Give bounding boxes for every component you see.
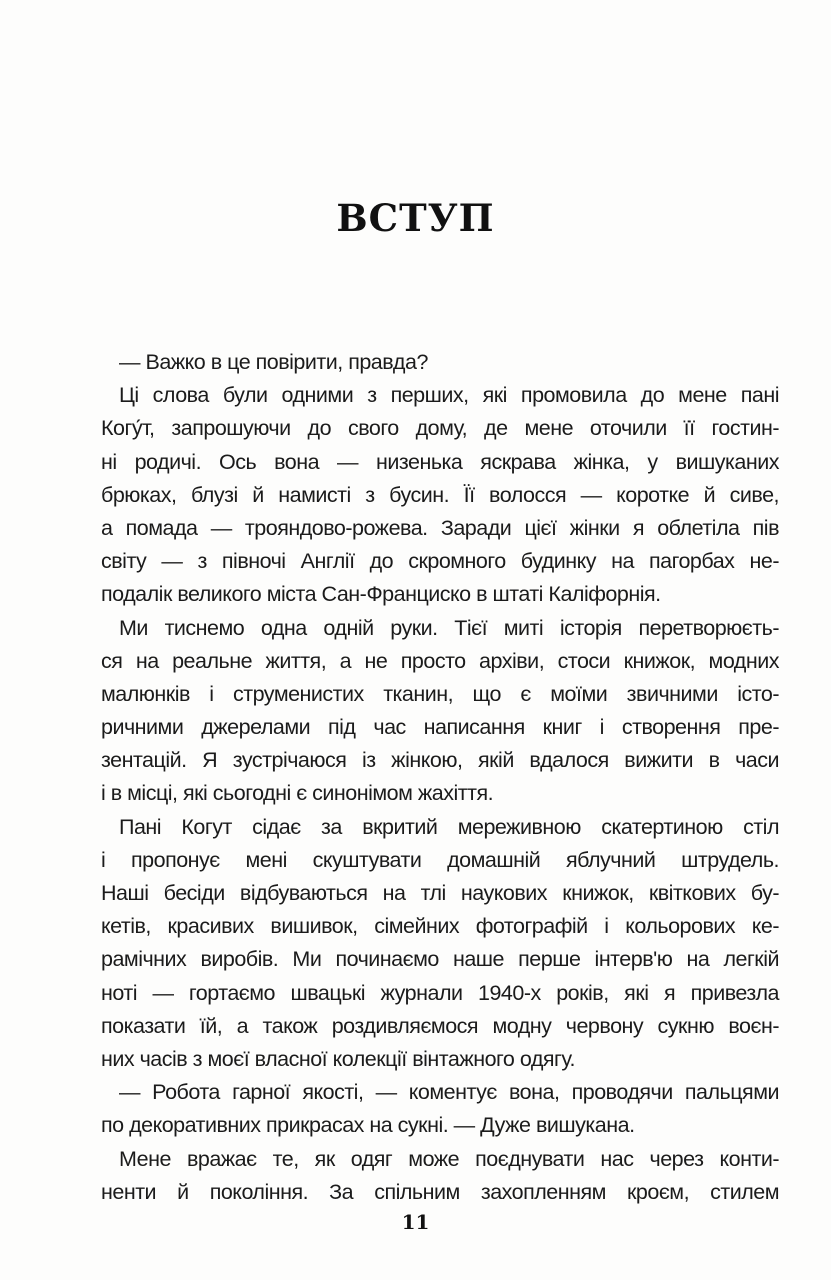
text-line: Ці слова були одними з перших, які промовила до мене пані [119, 383, 779, 408]
paragraph [101, 379, 779, 611]
text-line: ся на реальне життя, а не просто архіви, стоси книжок, модних [101, 648, 779, 673]
text-line: Ми тиснемо одна одній руки. Тієї миті історія перетворюєть- [119, 615, 779, 640]
paragraph [101, 346, 779, 379]
text-line: малюнків і струменистих тканин, що є моїми звичними істо- [101, 681, 779, 706]
chapter-title: ВСТУП [336, 196, 495, 240]
paragraph [101, 811, 779, 1077]
paragraph [101, 612, 779, 811]
text-line: ричними джерелами під час написання книг і створення пре- [101, 715, 779, 740]
text-line: зентацій. Я зустрічаюся із жінкою, якій вдалося вижити в часи [101, 748, 779, 773]
text-line: Наші бесіди відбуваються на тлі наукових книжок, квіткових бу- [101, 881, 779, 905]
text-line: показати їй, а також роздивляємося модну червону сукню воєн- [101, 1013, 779, 1038]
text-line: — Важко в це повірити, правда? [119, 350, 428, 374]
text-line: кетів, красивих вишивок, сімейних фотографій і кольорових ке- [101, 914, 779, 939]
text-line: — Робота гарної якості, — коментує вона, проводячи пальцями [119, 1080, 779, 1105]
text-line: Пані Когут сідає за вкритий мереживною скатертиною стіл [119, 814, 779, 839]
text-line: ненти й покоління. За спільним захопленням кроєм, стилем [101, 1179, 779, 1204]
body-text [101, 346, 779, 1209]
text-line: і в місці, які сьогодні є синонімом жахіття. [101, 781, 494, 806]
text-line: ні родичі. Ось вона — низенька яскрава жінка, у вишуканих [101, 449, 779, 474]
text-line: них часів з моєї власної колекції вінтажного одягу. [101, 1046, 575, 1071]
text-line: і пропонує мені скуштувати домашній яблучний штрудель. [101, 847, 779, 872]
paragraph [101, 1076, 779, 1142]
page-number: 11 [401, 1210, 430, 1234]
text-line: Мене вражає те, як одяг може поєднувати нас через конти- [119, 1146, 779, 1171]
text-line: брюках, блузі й намисті з бусин. Її волосся — коротке й сиве, [101, 482, 779, 507]
text-line: рамічних виробів. Ми починаємо наше перше інтерв'ю на легкій [101, 947, 779, 972]
text-line: а помада — трояндово-рожева. Заради цієї жінки я облетіла пів [101, 515, 779, 540]
text-line: світу — з півночі Англії до скромного будинку на пагорбах не- [101, 549, 779, 574]
paragraph [101, 1143, 779, 1209]
text-line: Когу́т, запрошуючи до свого дому, де мене оточили її гостин- [101, 416, 779, 441]
text-line: подалік великого міста Сан-Франциско в штаті Каліфорнія. [101, 582, 661, 607]
text-line: по декоративних прикрасах на сукні. — Дуже вишукана. [101, 1113, 635, 1138]
text-line: ноті — гортаємо швацькі журнали 1940-х років, які я привезла [101, 980, 779, 1005]
